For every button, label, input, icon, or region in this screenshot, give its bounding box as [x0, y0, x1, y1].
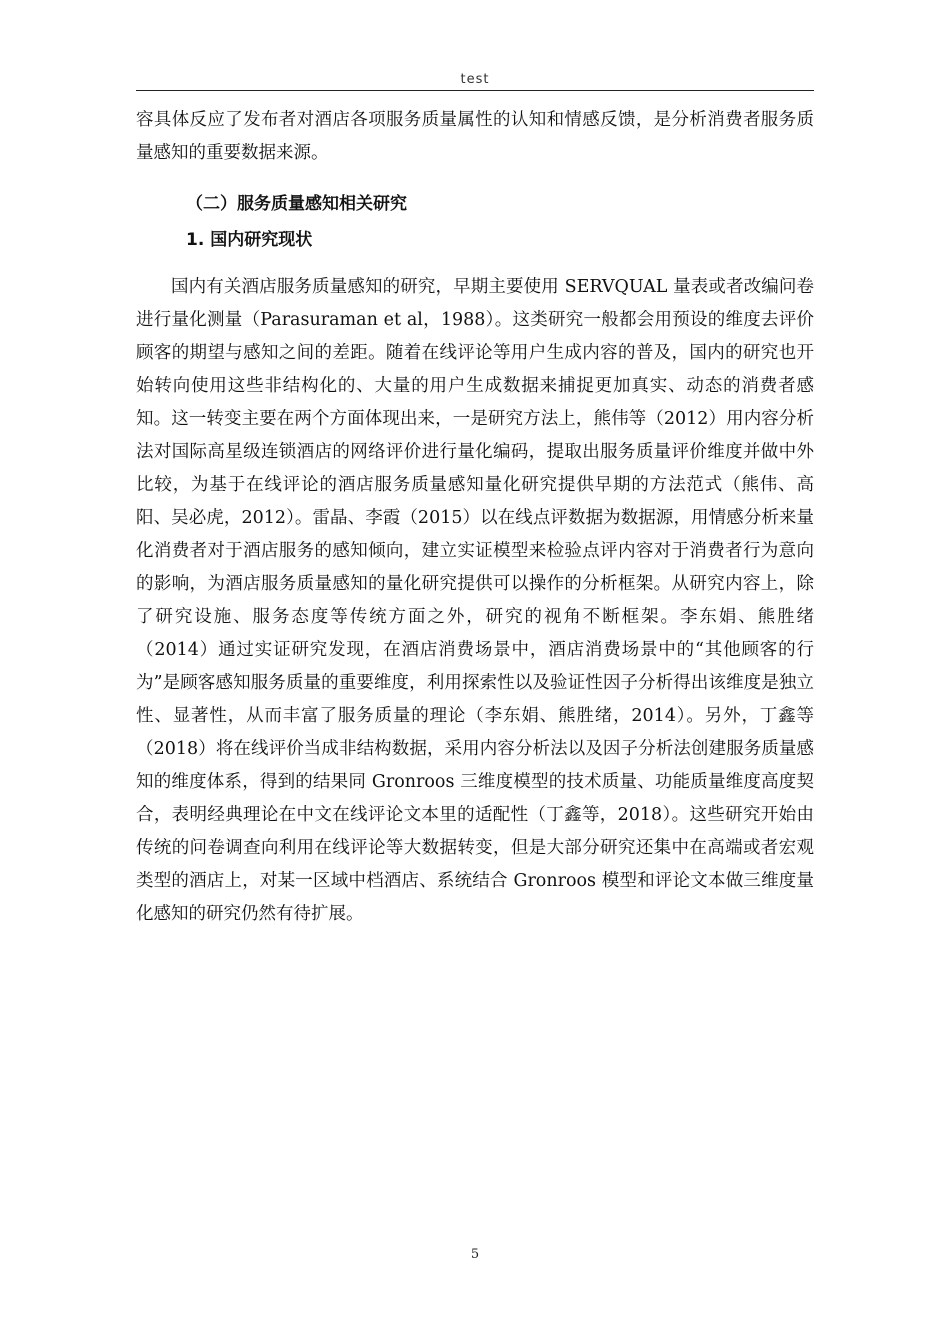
main-paragraph: 国内有关酒店服务质量感知的研究，早期主要使用 SERVQUAL 量表或者改编问卷进行量化测量（Parasuraman et al，1988）。这类研究一般都会用预设的维度去评价顾客的期望与感知之间的差距。随着在线评论等用户生成内容的普及，国内的研究也开始转向使用这些非结构化的、大量的用户生成数据来捕捉更加真实、动态的消费者感知。这一转变主要在两个方面体现出来，一是研究方法上，熊伟等（2012）用内容分析法对国际高星级连锁酒店的网络评价进行量化编码，提取出服务质量评价维度并做中外比较，为基于在线评论的酒店服务质量感知量化研究提供早期的方法范式（熊伟、高阳、吴必虎，2012）。雷晶、李霞（2015）以在线点评数据为数据源，用情感分析来量化消费者对于酒店服务的感知倾向，建立实证模型来检验点评内容对于消费者行为意向的影响，为酒店服务质量感知的量化研究提供可以操作的分析框架。从研究内容上，除了研究设施、服务态度等传统方面之外，研究的视角不断框架。李东娟、熊胜绪（2014）通过实证研究发现，在酒店消费场景中，酒店消费场景中的“其他顾客的行为”是顾客感知服务质量的重要维度，利用探索性以及验证性因子分析得出该维度是独立性、显著性，从而丰富了服务质量的理论（李东娟、熊胜绪，2014）。另外，丁鑫等（2018）将在线评价当成非结构数据，采用内容分析法以及因子分析法创建服务质量感知的维度体系，得到的结果同 Gronroos 三维度模型的技术质量、功能质量维度高度契合，表明经典理论在中文在线评论文本里的适配性（丁鑫等，2018）。这些研究开始由传统的问卷调查向利用在线评论等大数据转变，但是大部分研究还集中在高端或者宏观类型的酒店上，对某一区域中档酒店、系统结合 Gronroos 模型和评论文本做三维度量化感知的研究仍然有待扩展。	[136, 277, 814, 924]
subsection-heading: 1. 国内研究现状	[186, 230, 313, 250]
continued-paragraph: 容具体反应了发布者对酒店各项服务质量属性的认知和情感反馈，是分析消费者服务质量感知的重要数据来源。	[136, 110, 814, 163]
page-number: 5	[470, 1247, 480, 1262]
running-header: test	[460, 72, 490, 87]
body-content	[136, 104, 814, 931]
section-heading: （二）服务质量感知相关研究	[186, 194, 407, 214]
header-divider	[136, 90, 814, 91]
